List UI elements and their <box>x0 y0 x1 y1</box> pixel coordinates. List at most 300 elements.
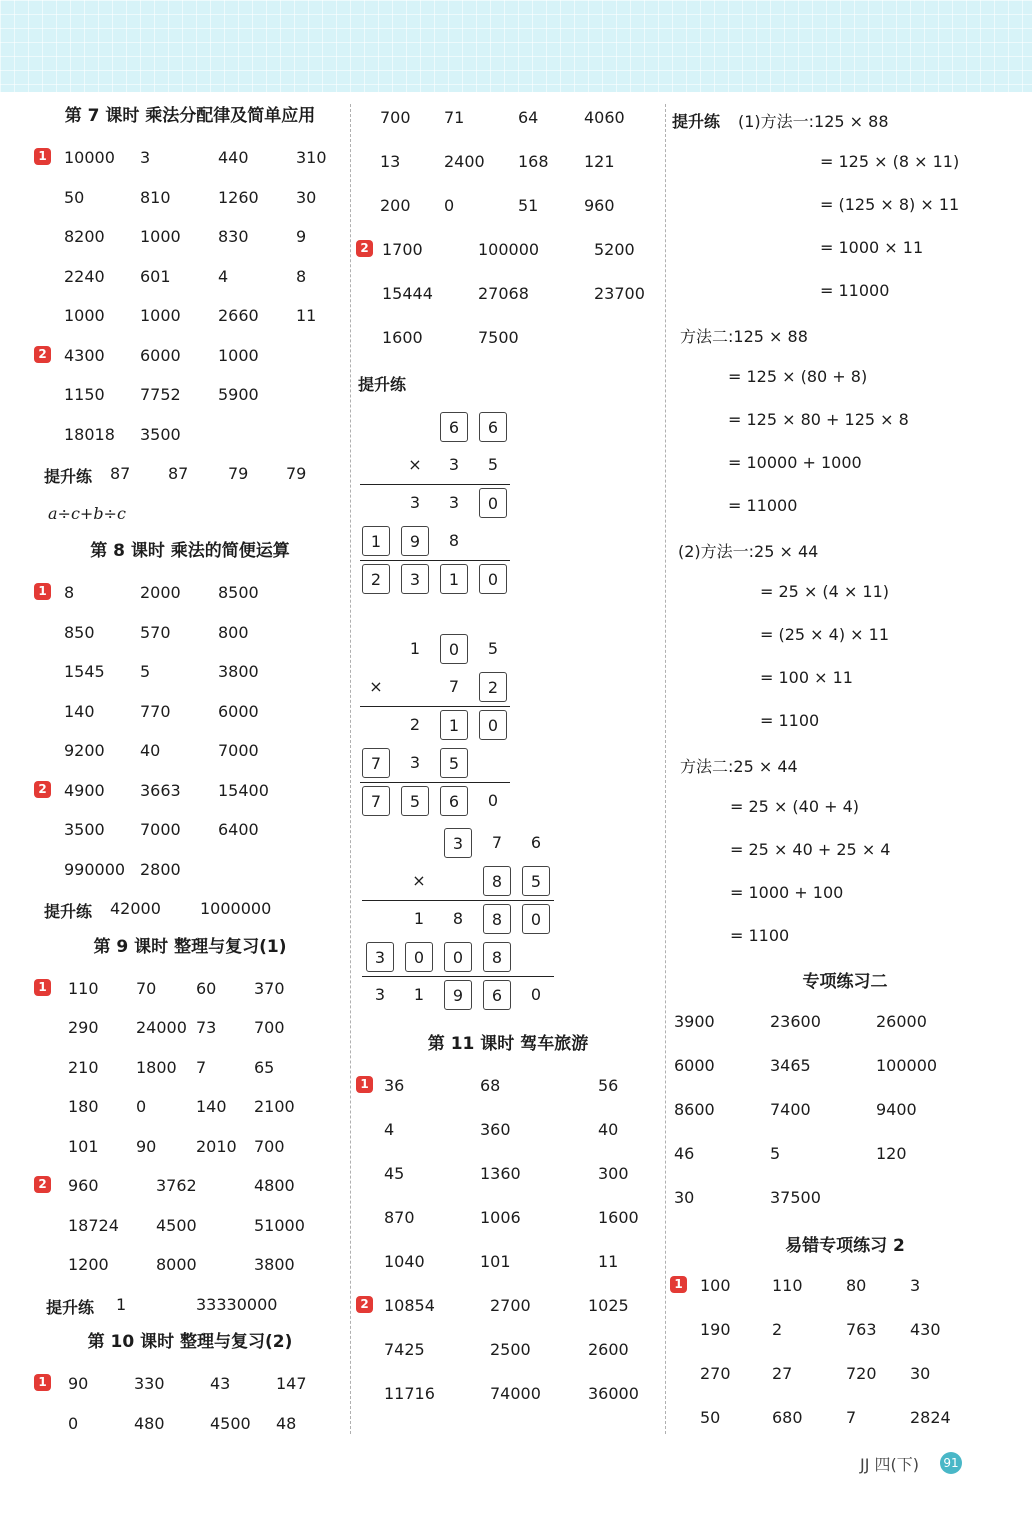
answer-value: 15400 <box>218 780 269 800</box>
digit: 3 <box>374 985 386 1004</box>
answer-value: 120 <box>876 1144 907 1163</box>
digit-box: 8 <box>483 904 511 934</box>
solution-step <box>670 315 1020 358</box>
digit-box: 1 <box>440 710 468 740</box>
question-badge: 1 <box>356 1076 373 1093</box>
answer-value: 18724 <box>68 1215 119 1235</box>
solution-line: = 1000 + 100 <box>730 883 844 902</box>
answer-value: 440 <box>218 148 249 167</box>
digit-box: 0 <box>522 904 550 934</box>
digit: 1 <box>409 639 421 658</box>
answer-value: 1000000 <box>200 899 272 918</box>
answer-value: 601 <box>140 266 171 286</box>
solution-step <box>670 874 1020 917</box>
answer-value: 700 <box>380 108 411 127</box>
digit: 5 <box>487 455 499 474</box>
digit: 7 <box>448 677 460 696</box>
practice-label: 提升练 <box>46 1297 95 1317</box>
vm-row <box>358 484 660 522</box>
answer-value: 80 <box>846 1276 867 1295</box>
practice-row <box>34 1287 346 1327</box>
answer-value: 30 <box>910 1364 931 1383</box>
answer-row <box>34 1168 346 1208</box>
digit-box: 3 <box>401 564 429 594</box>
answer-row <box>34 1247 346 1287</box>
answer-value: 800 <box>218 622 249 642</box>
answer-value: 23700 <box>594 284 645 303</box>
answer-value: 37500 <box>770 1188 821 1207</box>
solution-step <box>670 444 1020 487</box>
answer-value: 2700 <box>490 1296 531 1315</box>
answer-value: 1260 <box>218 187 259 207</box>
answer-row <box>34 654 346 694</box>
answer-value: 3663 <box>140 780 181 800</box>
digit-box: 6 <box>483 980 511 1010</box>
answer-value: 7752 <box>140 385 181 404</box>
solution-line: = 1100 <box>760 711 820 730</box>
answer-value: 27 <box>772 1364 793 1383</box>
answer-value: 3500 <box>64 820 105 839</box>
answer-value: 8 <box>296 266 307 286</box>
answer-row <box>356 100 660 144</box>
answer-value: 140 <box>64 701 95 721</box>
vm-row <box>358 782 660 820</box>
answer-value: 850 <box>64 622 95 642</box>
question-badge: 2 <box>356 1296 373 1313</box>
answer-value: 43 <box>210 1374 231 1393</box>
vm-row <box>358 706 660 744</box>
answer-value: 1545 <box>64 662 105 681</box>
question-badge: 2 <box>34 1176 51 1193</box>
answer-value: 1 <box>116 1294 127 1314</box>
answer-row <box>356 1332 660 1376</box>
digit: 8 <box>452 909 464 928</box>
answer-row <box>34 1050 346 1090</box>
answer-value: 64 <box>518 108 539 127</box>
answer-value: 370 <box>254 978 285 998</box>
answer-column-2 <box>356 100 660 1420</box>
lesson-8-title: 第 8 课时 乘法的简便运算 <box>90 541 290 561</box>
solution-step <box>670 573 1020 616</box>
answer-value: 3800 <box>218 662 259 681</box>
answer-value: 960 <box>584 196 615 215</box>
answer-value: 1000 <box>64 306 105 325</box>
answer-row <box>670 1356 1020 1400</box>
answer-value: 68 <box>480 1076 501 1095</box>
solution-line: = 125 × (8 × 11) <box>820 152 960 171</box>
answer-row <box>356 1068 660 1112</box>
answer-value: 2000 <box>140 583 181 602</box>
answer-value: 810 <box>140 187 171 207</box>
digit: 2 <box>409 715 421 734</box>
solution-line: = 11000 <box>728 496 798 515</box>
answer-row <box>670 1092 1020 1136</box>
answer-value: 100000 <box>876 1056 938 1075</box>
solution-step <box>670 229 1020 272</box>
answer-value: 1700 <box>382 240 423 259</box>
answer-row <box>670 1180 1020 1224</box>
solution-line: (2)方法一:25 × 44 <box>678 542 819 561</box>
practice-row <box>34 456 346 496</box>
answer-row <box>670 1004 1020 1048</box>
answer-value: 310 <box>296 148 327 167</box>
vm-row <box>358 446 660 484</box>
vm-row <box>358 900 660 938</box>
page-number: 91 <box>940 1452 962 1474</box>
digit-box: 0 <box>479 488 507 518</box>
answer-value: 60 <box>196 978 217 998</box>
answer-value: 7 <box>846 1408 857 1427</box>
answer-value: 40 <box>598 1120 619 1139</box>
solution-line: = 25 × 40 + 25 × 4 <box>730 840 891 859</box>
answer-value: 70 <box>136 978 157 998</box>
answer-value: 700 <box>254 1136 285 1156</box>
answer-value: 23600 <box>770 1012 821 1031</box>
answer-row <box>34 377 346 417</box>
answer-value: 51000 <box>254 1215 305 1235</box>
answer-row <box>356 188 660 232</box>
vertical-multiplication <box>358 630 660 820</box>
answer-value: 1025 <box>588 1296 629 1315</box>
solution-line: = 10000 + 1000 <box>728 453 862 472</box>
answer-value: 3 <box>140 148 151 167</box>
solution-line: = 100 × 11 <box>760 668 853 687</box>
practice-label: 提升练 <box>672 112 721 131</box>
solution-step <box>670 831 1020 874</box>
solution-step <box>670 272 1020 315</box>
answer-row <box>34 219 346 259</box>
digit-box: 7 <box>362 748 390 778</box>
answer-value: 7000 <box>218 741 259 760</box>
solution-step <box>670 487 1020 530</box>
answer-value: 36000 <box>588 1384 639 1403</box>
answer-value: 79 <box>228 464 249 483</box>
digit: 1 <box>413 909 425 928</box>
solution-step <box>670 745 1020 788</box>
answer-row <box>34 852 346 892</box>
answer-value: 7000 <box>140 820 181 839</box>
answer-value: 8200 <box>64 227 105 246</box>
answer-row <box>356 1156 660 1200</box>
answer-value: 40 <box>140 741 161 760</box>
answer-value: 270 <box>700 1364 731 1383</box>
digit-box: 0 <box>479 710 507 740</box>
vm-row <box>358 630 660 668</box>
digit-box: 8 <box>483 866 511 896</box>
solution-step <box>670 702 1020 745</box>
answer-value: 2500 <box>490 1340 531 1359</box>
digit-box: 9 <box>444 980 472 1010</box>
answer-value: 42000 <box>110 899 161 918</box>
answer-value: 74000 <box>490 1384 541 1403</box>
answer-value: 51 <box>518 196 539 215</box>
answer-value: 10854 <box>384 1296 435 1315</box>
answer-value: 7425 <box>384 1340 425 1359</box>
answer-value: 1040 <box>384 1252 425 1271</box>
answer-value: 33330000 <box>196 1294 278 1314</box>
answer-value: 8000 <box>156 1255 197 1274</box>
answer-value: 6400 <box>218 820 259 839</box>
question-badge: 1 <box>34 583 51 600</box>
answer-value: 6000 <box>674 1056 715 1075</box>
answer-value: 763 <box>846 1320 877 1339</box>
answer-value: 2600 <box>588 1340 629 1359</box>
answer-value: 330 <box>134 1374 165 1393</box>
practice-row <box>34 891 346 931</box>
answer-value: 770 <box>140 701 171 721</box>
question-badge: 1 <box>34 148 51 165</box>
answer-row <box>356 1244 660 1288</box>
vm-row <box>358 976 660 1014</box>
digit: 3 <box>409 753 421 772</box>
solution-line: = (25 × 4) × 11 <box>760 625 890 644</box>
answer-value: 0 <box>136 1097 147 1116</box>
digit-box: 0 <box>479 564 507 594</box>
answer-column-3 <box>670 100 1020 1444</box>
answer-value: 700 <box>254 1018 285 1037</box>
answer-row <box>34 1129 346 1169</box>
answer-value: 720 <box>846 1364 877 1383</box>
answer-value: 79 <box>286 464 307 483</box>
answer-value: 48 <box>276 1413 297 1433</box>
answer-value: 50 <box>64 187 85 207</box>
vertical-multiplication <box>358 824 660 1014</box>
digit: 3 <box>448 455 460 474</box>
answer-value: 11716 <box>384 1384 435 1403</box>
answer-value: 3500 <box>140 424 181 444</box>
digit: 3 <box>448 493 460 512</box>
digit: 0 <box>487 791 499 810</box>
answer-value: 87 <box>110 464 131 483</box>
solution-step <box>670 530 1020 573</box>
answer-row <box>356 276 660 320</box>
answer-value: 1800 <box>136 1057 177 1077</box>
answer-value: 56 <box>598 1076 619 1095</box>
answer-value: 4300 <box>64 345 105 365</box>
answer-value: 101 <box>68 1136 99 1156</box>
answer-value: 3 <box>910 1276 921 1295</box>
answer-value: 2800 <box>140 859 181 879</box>
solution-step <box>670 616 1020 659</box>
practice-row <box>356 364 660 408</box>
answer-value: 1000 <box>218 345 259 365</box>
digit-box: 5 <box>522 866 550 896</box>
answer-row <box>356 1200 660 1244</box>
column-divider <box>350 104 351 1434</box>
solution-line: 方法二:125 × 88 <box>680 327 808 346</box>
solution-line: = 125 × 80 + 125 × 8 <box>728 410 909 429</box>
answer-value: 168 <box>518 152 549 171</box>
answer-value: 11 <box>598 1252 619 1271</box>
digit: 8 <box>448 531 460 550</box>
digit-box: 7 <box>362 786 390 816</box>
answer-value: 4 <box>218 266 229 286</box>
answer-row <box>356 1288 660 1332</box>
vm-row <box>358 862 660 900</box>
answer-row <box>34 615 346 655</box>
digit-box: 6 <box>440 786 468 816</box>
practice-label: 提升练 <box>44 902 93 921</box>
header-banner <box>0 0 1032 92</box>
practice-label: 提升练 <box>358 375 407 394</box>
answer-value: 6000 <box>140 345 181 365</box>
digit-box: 3 <box>366 942 394 972</box>
column-divider <box>665 104 666 1434</box>
answer-row <box>670 1312 1020 1356</box>
solution-line: = 1000 × 11 <box>820 238 924 257</box>
answer-row <box>670 1048 1020 1092</box>
answer-value: 4 <box>384 1120 395 1139</box>
answer-value: 110 <box>68 978 99 998</box>
question-badge: 1 <box>670 1276 687 1293</box>
answer-value: 7400 <box>770 1100 811 1119</box>
solution-line: = 125 × (80 + 8) <box>728 367 868 386</box>
answer-value: 5900 <box>218 385 259 404</box>
solution-line: 方法二:25 × 44 <box>680 757 798 776</box>
answer-value: 830 <box>218 227 249 246</box>
formula-text: a÷c+b÷c <box>48 503 126 523</box>
answer-value: 5200 <box>594 240 635 259</box>
digit-box: 2 <box>362 564 390 594</box>
answer-value: 100000 <box>478 240 540 259</box>
answer-value: 360 <box>480 1120 511 1139</box>
solution-line: (1)方法一:125 × 88 <box>738 112 889 131</box>
vm-row <box>358 668 660 706</box>
answer-row <box>34 417 346 457</box>
answer-value: 9400 <box>876 1100 917 1119</box>
digit-box: 0 <box>405 942 433 972</box>
answer-value: 180 <box>68 1097 99 1116</box>
answer-row <box>356 320 660 364</box>
practice-label: 提升练 <box>44 467 93 486</box>
answer-value: 1600 <box>382 328 423 347</box>
solution-line: = 1100 <box>730 926 790 945</box>
answer-row <box>356 1376 660 1420</box>
answer-row <box>34 338 346 378</box>
digit-box: 2 <box>479 672 507 702</box>
lesson-7-title: 第 7 课时 乘法分配律及简单应用 <box>64 106 316 126</box>
answer-value: 2 <box>772 1320 783 1339</box>
answer-row <box>34 140 346 180</box>
answer-row <box>34 1089 346 1129</box>
lesson-10-title: 第 10 课时 整理与复习(2) <box>87 1332 293 1352</box>
solution-step <box>670 659 1020 702</box>
digit-box: 5 <box>401 786 429 816</box>
answer-row <box>670 1400 1020 1444</box>
formula-row <box>34 496 346 536</box>
vm-row <box>358 938 660 976</box>
answer-value: 0 <box>68 1413 79 1433</box>
answer-value: 990000 <box>64 859 126 879</box>
answer-value: 30 <box>674 1188 695 1207</box>
question-badge: 2 <box>34 781 51 798</box>
answer-value: 570 <box>140 622 171 642</box>
answer-value: 65 <box>254 1057 275 1077</box>
answer-row <box>34 971 346 1011</box>
digit-box: 0 <box>444 942 472 972</box>
multiply-sign: × <box>408 455 422 474</box>
answer-row <box>34 180 346 220</box>
answer-row <box>34 575 346 615</box>
answer-value: 2010 <box>196 1136 237 1156</box>
digit-box: 9 <box>401 526 429 556</box>
answer-value: 27068 <box>478 284 529 303</box>
answer-row <box>34 298 346 338</box>
answer-value: 6000 <box>218 701 259 721</box>
answer-row <box>34 812 346 852</box>
answer-value: 100 <box>700 1276 731 1295</box>
solution-step <box>670 917 1020 960</box>
solution-step <box>670 143 1020 186</box>
answer-row <box>34 733 346 773</box>
answer-value: 960 <box>68 1176 99 1195</box>
digit-box: 5 <box>440 748 468 778</box>
answer-value: 140 <box>196 1097 227 1116</box>
answer-value: 1006 <box>480 1208 521 1227</box>
digit: 5 <box>487 639 499 658</box>
answer-value: 5 <box>770 1144 781 1163</box>
solution-line: = 11000 <box>820 281 890 300</box>
solution-line: = 25 × (4 × 11) <box>760 582 890 601</box>
answer-value: 2824 <box>910 1408 951 1427</box>
digit-box: 6 <box>479 412 507 442</box>
answer-value: 4060 <box>584 108 625 127</box>
error-practice-2-title: 易错专项练习 2 <box>785 1236 905 1256</box>
digit-box: 0 <box>440 634 468 664</box>
digit-box: 1 <box>362 526 390 556</box>
digit-box: 1 <box>440 564 468 594</box>
question-badge: 2 <box>356 240 373 257</box>
lesson-9-title: 第 9 课时 整理与复习(1) <box>93 936 287 957</box>
answer-value: 101 <box>480 1252 511 1271</box>
answer-row <box>34 1366 346 1406</box>
digit-box: 6 <box>440 412 468 442</box>
grade-label: JJ 四(下) <box>860 1455 920 1474</box>
answer-value: 3762 <box>156 1176 197 1195</box>
answer-value: 8500 <box>218 583 259 602</box>
answer-value: 7 <box>196 1057 207 1077</box>
answer-value: 10000 <box>64 148 115 167</box>
answer-value: 1360 <box>480 1164 521 1183</box>
answer-column-1 <box>34 100 346 1445</box>
answer-value: 8 <box>64 583 75 602</box>
answer-value: 13 <box>380 152 401 171</box>
answer-row <box>34 694 346 734</box>
answer-value: 1200 <box>68 1255 109 1274</box>
vm-row <box>358 744 660 782</box>
answer-value: 1150 <box>64 385 105 404</box>
special-practice-2-title: 专项练习二 <box>802 972 888 992</box>
answer-value: 30 <box>296 187 317 207</box>
answer-value: 430 <box>910 1320 941 1339</box>
digit-box: 8 <box>483 942 511 972</box>
question-badge: 2 <box>34 346 51 363</box>
answer-value: 1000 <box>140 227 181 246</box>
answer-value: 9 <box>296 227 307 246</box>
answer-value: 5 <box>140 662 151 681</box>
answer-row <box>34 773 346 813</box>
answer-value: 50 <box>700 1408 721 1427</box>
answer-value: 200 <box>380 196 411 215</box>
answer-value: 110 <box>772 1276 803 1295</box>
answer-value: 3465 <box>770 1056 811 1075</box>
answer-value: 190 <box>700 1320 731 1339</box>
solution-step <box>670 401 1020 444</box>
solution-step <box>670 186 1020 229</box>
digit: 7 <box>491 833 503 852</box>
answer-value: 15444 <box>382 284 433 303</box>
question-badge: 1 <box>34 1374 51 1391</box>
